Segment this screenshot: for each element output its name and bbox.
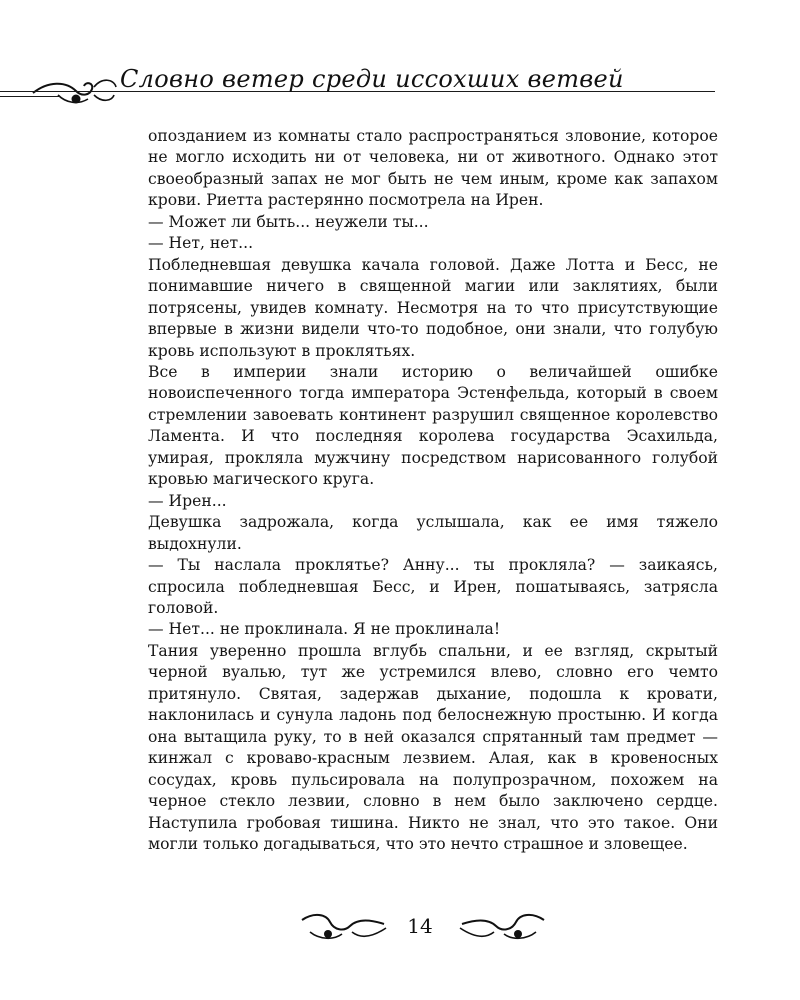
paragraph: — Ты наслала проклятье? Анну... ты прокляла? — заикаясь, спросила побледневшая Бесс, и Ирен, пошатываясь, затрясла головой. — [148, 556, 718, 617]
paragraph: — Нет, нет... — [148, 234, 254, 253]
paragraph: опозданием из комнаты стало распространяться зловоние, которое не могло исходить ни от человека, ни от животного. Однако этот своеобразный запах не мог быть не чем иным, кроме как запахом крови. Риетта растерянно посмотрела на Ирен. — [148, 127, 718, 210]
paragraph: Девушка задрожала, когда услышала, как ее имя тяжело выдохнули. — [148, 513, 718, 553]
paragraph: Побледневшая девушка качала головой. Даже Лотта и Бесс, не понимавшие ничего в священной магии или заклятиях, были потрясены, увидев комнату. Несмотря на то что присутствующие впервые в жизни видели что-то подобное, они знали, что голубую кровь используют в проклятьях. — [148, 255, 718, 360]
page-text — [148, 126, 718, 855]
flourish-ornament-icon — [300, 910, 390, 946]
running-title: Словно ветер среди иссохших ветвей — [120, 65, 624, 93]
paragraph: Все в империи знали историю о величайшей ошибке новоиспеченного тогда императора Эстенфельда, который в своем стремлении завоевать континент разрушил священное королевство Ламента. И что последняя королева государства Эсахильда, умирая, прокляла мужчину посредством нарисованного голубой кровью магического круга. — [148, 362, 718, 489]
flourish-ornament-icon — [456, 910, 546, 946]
paragraph: — Ирен... — [148, 491, 227, 510]
flourish-ornament-icon — [28, 73, 118, 113]
page-footer — [0, 910, 800, 950]
paragraph: — Нет... не проклинала. Я не проклинала! — [148, 620, 501, 639]
running-header — [0, 55, 800, 115]
header-rule-thin — [0, 96, 60, 97]
page-number: 14 — [407, 914, 433, 938]
paragraph: — Может ли быть... неужели ты... — [148, 212, 429, 231]
paragraph: Тания уверенно прошла вглубь спальни, и ее взгляд, скрытый черной вуалью, тут же устремился влево, словно его чемто притянуло. Святая, задержав дыхание, подошла к кровати, наклонилась и сунула ладонь под белоснежную простыню. И когда она вытащила руку, то в ней оказался спрятанный там предмет — кинжал с кроваво-красным лезвием. Алая, как в кровеносных сосудах, кровь пульсировала на полупрозрачном, похожем на черное стекло лезвии, словно в нем было заключено сердце. Наступила гробовая тишина. Никто не знал, что это такое. Они могли только догадываться, что это нечто страшное и зловещее. — [148, 641, 718, 853]
